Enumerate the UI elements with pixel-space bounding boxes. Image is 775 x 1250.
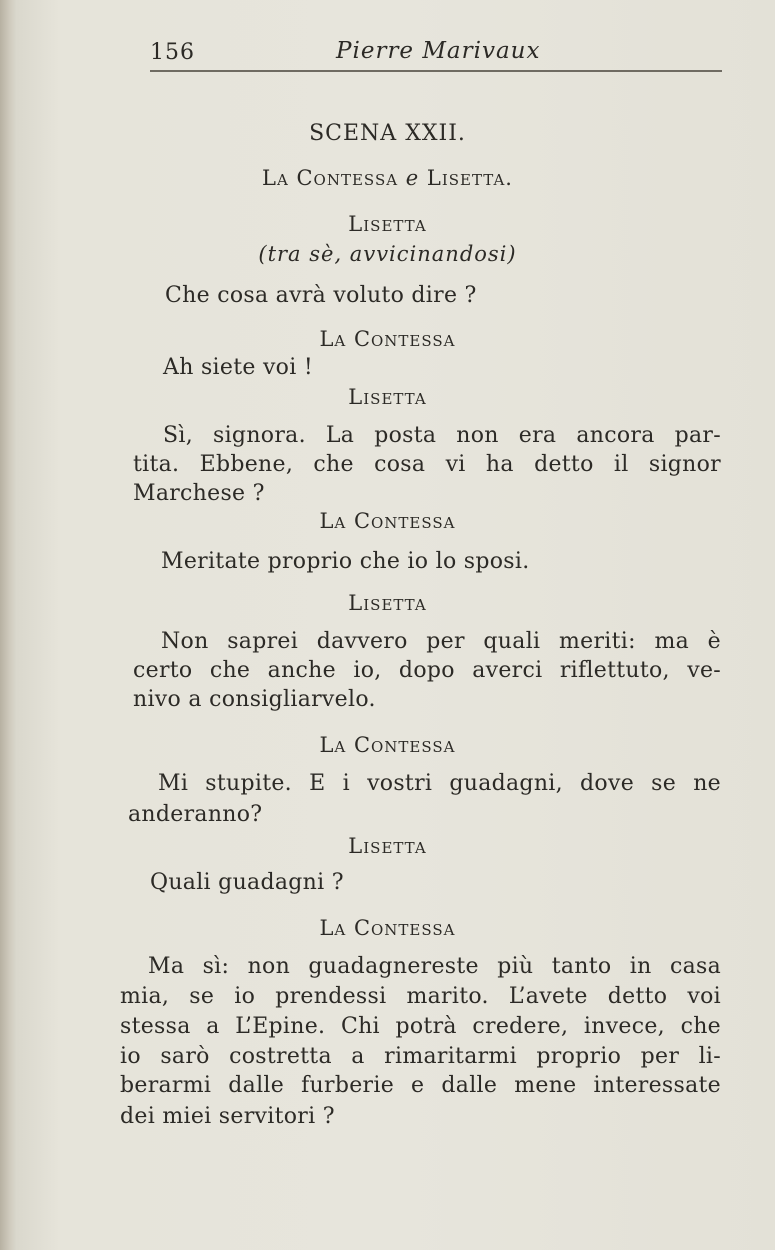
page-number: 156 [150,40,195,65]
characters-conjunction: e [405,166,420,190]
speaker-name: Lisetta [348,591,427,615]
dialogue-line: dei miei servitori ? [120,1104,335,1129]
dialogue-line: Che cosa avrà voluto dire ? [165,283,477,308]
dialogue-line: certo che anche io, dopo averci riflettuto, ve- [133,658,721,683]
dialogue-line: Marchese ? [133,481,265,506]
dialogue-line: Non saprei davvero per quali meriti: ma è [161,629,721,654]
speaker-name: Lisetta [348,385,427,409]
dialogue-line: anderanno? [128,802,263,827]
speaker-name: Lisetta [348,834,427,858]
speaker-name: La Contessa [319,733,456,757]
dialogue-line: mia, se io prendessi marito. L’avete detto voi [120,984,721,1009]
scene-characters [0,166,775,190]
speaker-name: La Contessa [319,916,456,940]
dialogue-line: Meritate proprio che io lo sposi. [161,549,530,574]
character-lisetta: Lisetta. [426,166,513,190]
dialogue-line: Ma sì: non guadagnereste più tanto in casa [148,954,721,979]
speaker-name: Lisetta [348,212,427,236]
dialogue-line: Ah siete voi ! [163,355,313,380]
dialogue-line: io sarò costretta a rimaritarmi proprio per li- [120,1044,721,1069]
dialogue-line: Quali guadagni ? [150,870,344,895]
scene-title: SCENA XXII. [309,121,466,146]
speaker-name: La Contessa [319,509,456,533]
dialogue-line: nivo a consigliarvelo. [133,687,376,712]
stage-direction: (tra sè, avvicinandosi) [258,242,517,266]
dialogue-line: tita. Ebbene, che cosa vi ha detto il signor [133,452,721,477]
running-title: Pierre Marivaux [336,38,541,64]
speaker-name: La Contessa [319,327,456,351]
dialogue-line: Mi stupite. E i vostri guadagni, dove se ne [158,771,721,796]
dialogue-line: stessa a L’Epine. Chi potrà credere, invece, che [120,1014,721,1039]
dialogue-line: berarmi dalle furberie e dalle mene interessate [120,1073,721,1098]
header-rule [150,70,722,72]
dialogue-line: Sì, signora. La posta non era ancora par- [163,423,721,448]
character-contessa: La Contessa [262,166,399,190]
